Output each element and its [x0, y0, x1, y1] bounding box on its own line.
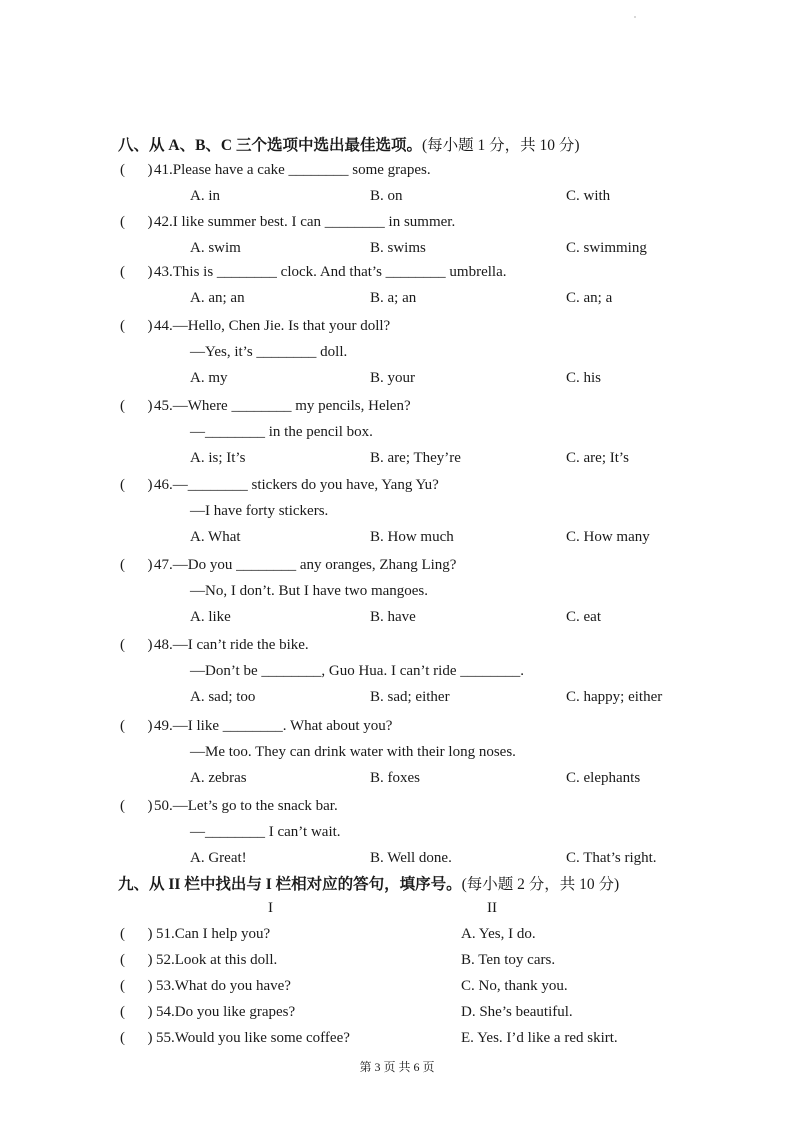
option-c: C. eat [566, 609, 601, 625]
page-footer: 第 3 页 共 6 页 [359, 1060, 435, 1074]
answer-blank-parens [120, 555, 154, 575]
open-paren: ( [120, 318, 125, 334]
dialogue-line: —Don’t be ________, Guo Hua. I can’t ride ________. [190, 663, 524, 679]
answer-option: C. No, thank you. [461, 978, 568, 994]
question-row [120, 555, 456, 575]
question-row [120, 212, 455, 232]
question-number: 54. [156, 1004, 175, 1020]
question-text: —Where ________ my pencils, Helen? [172, 398, 411, 414]
option-b: B. your [370, 370, 415, 386]
question-number: 43. [154, 264, 173, 280]
scan-speck [634, 16, 636, 18]
question-text: —Let’s go to the snack bar. [172, 798, 338, 814]
option-a: A. Great! [190, 850, 247, 866]
open-paren: ( [120, 162, 125, 178]
question-row [120, 396, 411, 416]
question-row [120, 262, 506, 282]
option-b: B. have [370, 609, 416, 625]
answer-space [125, 1004, 148, 1020]
question-row [120, 716, 392, 736]
option-a: A. like [190, 609, 231, 625]
question-number: 46. [154, 477, 173, 493]
question-number: 45. [154, 398, 173, 414]
match-row [120, 950, 277, 970]
option-c: C. his [566, 370, 602, 386]
option-c: C. are; It’s [566, 450, 629, 466]
answer-blank-parens [120, 475, 154, 495]
open-paren: ( [120, 637, 125, 653]
option-a: A. swim [190, 240, 241, 256]
section8-note: (每小题 1 分，共 10 分) [421, 137, 580, 154]
question-text: Do you like grapes? [174, 1004, 296, 1020]
answer-blank-parens [120, 316, 154, 336]
close-paren: ) [147, 162, 153, 178]
close-paren: ) [147, 214, 153, 230]
answer-blank-parens [120, 1002, 156, 1022]
question-text: I like summer best. I can ________ in summer. [172, 214, 456, 230]
close-paren: ) [147, 1004, 153, 1020]
question-row [120, 316, 390, 336]
open-paren: ( [120, 214, 125, 230]
dialogue-line: —________ in the pencil box. [190, 424, 373, 440]
section9-heading [118, 872, 619, 894]
section8-heading [118, 133, 580, 155]
option-c: C. How many [566, 529, 650, 545]
close-paren: ) [147, 318, 153, 334]
answer-option: A. Yes, I do. [461, 926, 536, 942]
answer-space [125, 952, 148, 968]
answer-blank-parens [120, 1028, 156, 1048]
question-text: What do you have? [174, 978, 291, 994]
question-text: —Hello, Chen Jie. Is that your doll? [172, 318, 391, 334]
question-row [120, 475, 439, 495]
open-paren: ( [120, 1004, 125, 1020]
option-b: B. a; an [370, 290, 417, 306]
option-b: B. foxes [370, 770, 420, 786]
question-text: —________ stickers do you have, Yang Yu? [172, 477, 439, 493]
answer-blank-parens [120, 716, 154, 736]
answer-blank-parens [120, 796, 154, 816]
column-1-heading: I [268, 900, 273, 916]
open-paren: ( [120, 926, 125, 942]
question-row [120, 160, 431, 180]
question-text: Please have a cake ________ some grapes. [172, 162, 431, 178]
question-number: 50. [154, 798, 173, 814]
open-paren: ( [120, 398, 125, 414]
answer-space [125, 477, 148, 493]
question-row [120, 796, 338, 816]
option-a: A. is; It’s [190, 450, 246, 466]
open-paren: ( [120, 477, 125, 493]
answer-space [125, 718, 148, 734]
option-c: C. swimming [566, 240, 647, 256]
question-number: 48. [154, 637, 173, 653]
option-b: B. on [370, 188, 403, 204]
answer-blank-parens [120, 950, 156, 970]
option-c: C. with [566, 188, 611, 204]
answer-space [125, 557, 148, 573]
dialogue-line: —Me too. They can drink water with their long noses. [190, 744, 516, 760]
close-paren: ) [147, 952, 153, 968]
match-row [120, 1002, 295, 1022]
close-paren: ) [147, 718, 153, 734]
option-a: A. my [190, 370, 228, 386]
close-paren: ) [147, 978, 153, 994]
question-text: —Do you ________ any oranges, Zhang Ling? [172, 557, 457, 573]
close-paren: ) [147, 798, 153, 814]
answer-blank-parens [120, 160, 154, 180]
option-c: C. That’s right. [566, 850, 657, 866]
question-number: 49. [154, 718, 173, 734]
question-text: This is ________ clock. And that’s ________ umbrella. [172, 264, 507, 280]
option-b: B. are; They’re [370, 450, 461, 466]
option-b: B. swims [370, 240, 426, 256]
answer-option: E. Yes. I’d like a red skirt. [461, 1030, 618, 1046]
question-number: 47. [154, 557, 173, 573]
close-paren: ) [147, 398, 153, 414]
question-text: Would you like some coffee? [174, 1030, 350, 1046]
option-a: A. sad; too [190, 689, 256, 705]
option-b: B. How much [370, 529, 454, 545]
dialogue-line: —No, I don’t. But I have two mangoes. [190, 583, 429, 599]
answer-space [125, 926, 148, 942]
option-a: A. in [190, 188, 220, 204]
close-paren: ) [147, 264, 153, 280]
answer-space [125, 978, 148, 994]
close-paren: ) [147, 477, 153, 493]
section9-title: 九、从 II 栏中找出与 I 栏相对应的答句，填序号。 [118, 876, 462, 893]
open-paren: ( [120, 264, 125, 280]
answer-option: B. Ten toy cars. [461, 952, 556, 968]
option-c: C. an; a [566, 290, 613, 306]
open-paren: ( [120, 798, 125, 814]
answer-blank-parens [120, 212, 154, 232]
option-a: A. What [190, 529, 241, 545]
match-row [120, 924, 270, 944]
open-paren: ( [120, 978, 125, 994]
open-paren: ( [120, 1030, 125, 1046]
option-b: B. Well done. [370, 850, 452, 866]
question-number: 51. [156, 926, 175, 942]
answer-space [125, 162, 148, 178]
answer-space [125, 264, 148, 280]
match-row [120, 976, 291, 996]
question-number: 42. [154, 214, 173, 230]
question-row [120, 635, 309, 655]
open-paren: ( [120, 557, 125, 573]
option-c: C. elephants [566, 770, 641, 786]
close-paren: ) [147, 1030, 153, 1046]
option-c: C. happy; either [566, 689, 663, 705]
answer-space [125, 1030, 148, 1046]
question-text: —I can’t ride the bike. [172, 637, 309, 653]
question-number: 53. [156, 978, 175, 994]
dialogue-line: —Yes, it’s ________ doll. [190, 344, 348, 360]
answer-option: D. She’s beautiful. [461, 1004, 573, 1020]
section8-title: 八、从 A、B、C 三个选项中选出最佳选项。 [118, 137, 422, 154]
question-number: 52. [156, 952, 175, 968]
match-row [120, 1028, 350, 1048]
question-number: 41. [154, 162, 173, 178]
answer-space [125, 398, 148, 414]
option-a: A. zebras [190, 770, 247, 786]
answer-blank-parens [120, 924, 156, 944]
close-paren: ) [147, 557, 153, 573]
option-a: A. an; an [190, 290, 245, 306]
answer-blank-parens [120, 396, 154, 416]
dialogue-line: —I have forty stickers. [190, 503, 329, 519]
answer-space [125, 637, 148, 653]
answer-blank-parens [120, 976, 156, 996]
column-2-heading: II [487, 900, 497, 916]
open-paren: ( [120, 952, 125, 968]
answer-blank-parens [120, 262, 154, 282]
question-number: 55. [156, 1030, 175, 1046]
question-text: Look at this doll. [174, 952, 278, 968]
question-number: 44. [154, 318, 173, 334]
close-paren: ) [147, 926, 153, 942]
dialogue-line: —________ I can’t wait. [190, 824, 341, 840]
option-b: B. sad; either [370, 689, 450, 705]
section9-note: (每小题 2 分，共 10 分) [461, 876, 620, 893]
answer-space [125, 318, 148, 334]
close-paren: ) [147, 637, 153, 653]
answer-space [125, 214, 148, 230]
answer-space [125, 798, 148, 814]
answer-blank-parens [120, 635, 154, 655]
open-paren: ( [120, 718, 125, 734]
question-text: Can I help you? [174, 926, 271, 942]
question-text: —I like ________. What about you? [172, 718, 393, 734]
